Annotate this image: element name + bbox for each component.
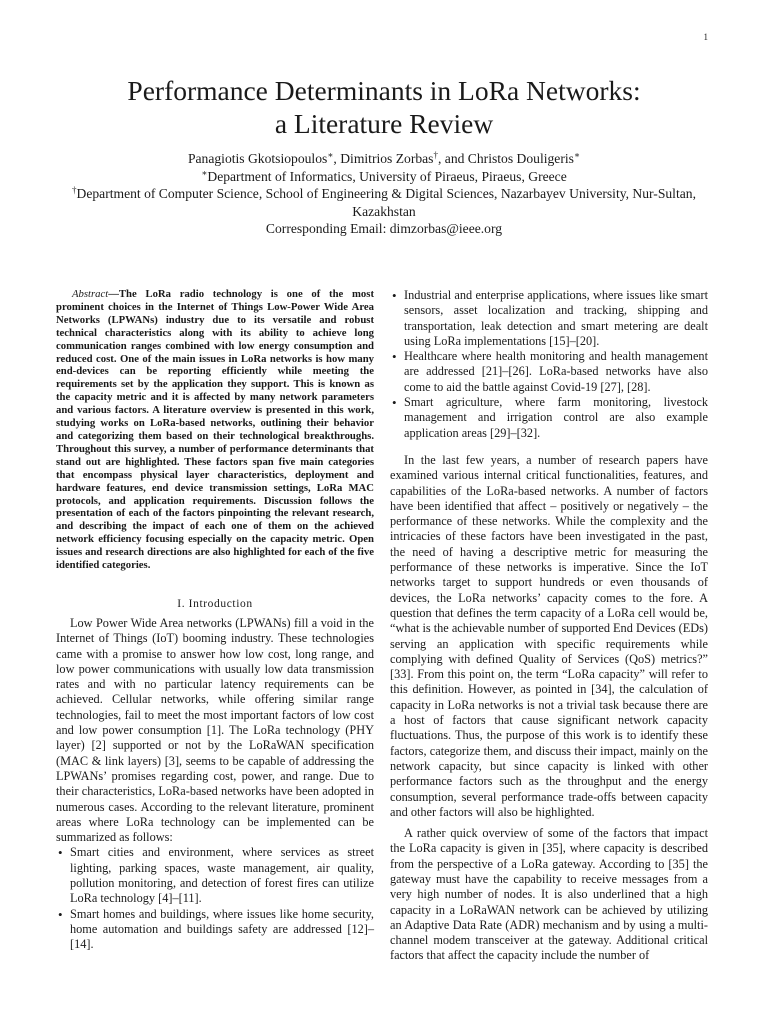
affiliation-2-continued: Kazakhstan bbox=[352, 203, 416, 219]
abstract-label: Abstract bbox=[72, 288, 109, 300]
author-1: Panagiotis Gkotsiopoulos bbox=[187, 151, 328, 166]
application-list-right bbox=[390, 288, 708, 441]
list-item: • Healthcare where health monitoring and health management are addressed [21]–[26]. LoRa-based networks have also come to aid the battle against Covid-19 [27], [28]. bbox=[404, 349, 708, 395]
intro-paragraph-2: In the last few years, a number of research papers have examined various internal critical functionalities, features, and capabilities of the LoRa-based networks. A number of factors have been identified that affect – positively or negatively – the performance of these networks. While the complexity and the intricacies of these factors have been investigated in the past, the need of having a descriptive metric for measuring the performance of these networks is imperative. Since the IoT networks target to support hundreds or even thousands of devices, the LoRa networks’ capacity comes to the fore. A question that defines the term capacity of a LoRa cell would be, “what is the achievable number of supported End Devices (EDs) serving an application with specific requirements while complying with defined Quality of Services (QoS) metrics?” [33]. From this point on, the term “LoRa capacity” will refer to this definition. However, as pointed in [34], the calculation of capacity in LoRa networks is not a trivial task because there are a host of factors that cause significant network capacity fluctuations. Thus, the purpose of this work is to identify these factors, categorize them, and discuss their impact, mainly on the network capacity, but since capacity is linked with other performance factors such as the throughput and the energy consumption, several performance trade-offs between capacity and other factors will also be highlighted. bbox=[390, 452, 708, 819]
list-item: • Industrial and enterprise applications, where issues like smart sensors, asset localization and tracking, shipping and transportation, leak detection and smart metering are dealt using LoRa implementations [15]–[20]. bbox=[404, 288, 708, 349]
paper-title-line-2: a Literature Review bbox=[274, 108, 494, 139]
section-heading-introduction: I. Introduction bbox=[177, 597, 253, 610]
list-item: • Smart agriculture, where farm monitoring, livestock management and irrigation control are also example application areas [29]–[32]. bbox=[404, 395, 708, 441]
abstract bbox=[56, 288, 374, 572]
paper-title-line-1: Performance Determinants in LoRa Networks: bbox=[127, 75, 641, 106]
intro-paragraph-3: A rather quick overview of some of the factors that impact the LoRa capacity is given in [35], where capacity is described from the perspective of a LoRa gateway. According to [35] the gateway must have the capability to receive messages from a very high number of nodes. It is also underlined that a high capacity in a LoRaWAN network can be achieved by utilizing an Adaptive Data Rate (ADR) mechanism and by using a multi-channel modem transceiver at the gateway. Additional critical factors that affect the capacity include the number of bbox=[390, 826, 708, 963]
list-item: • Smart cities and environment, where services as street lighting, parking spaces, waste management, air quality, pollution monitoring, and detection of forest fires can utilize LoRa technology [4]–[11]. bbox=[70, 845, 374, 906]
right-column bbox=[390, 288, 708, 964]
affiliation-1 bbox=[50, 168, 718, 186]
author-block bbox=[50, 150, 718, 238]
list-item: • Smart homes and buildings, where issues like home security, home automation and buildings safety are addressed [12]–[14]. bbox=[70, 907, 374, 953]
author-2-mark: † bbox=[433, 150, 438, 160]
author-1-mark: ∗ bbox=[327, 150, 334, 160]
author-2: , Dimitrios Zorbas bbox=[333, 151, 434, 166]
affiliation-2-mark: † bbox=[72, 185, 77, 195]
author-3-mark: ∗ bbox=[573, 150, 581, 160]
abstract-body: —The LoRa radio technology is one of the most prominent choices in the Internet of Things Low-Power Wide Area Networks (LPWANs) industry due to its versatile and robust technical characteristics along with its ability to achieve long communication ranges combined with low energy consumption and reduced cost. One of the main issues in LoRa networks is how many end-devices can be reporting efficiently while meeting the requirements set by the application they support. This is known as the capacity metric and it is affected by many network parameters and various factors. A literature overview is presented in this work, studying works on LoRa-based networks, outlining their behavior and categorizing them based on their technological breakthroughs. Throughout this survey, a number of performance determinants that stand out are highlighted. These factors span five main categories that encompass physical layer characteristics, deployment and hardware features, end device transmission settings, LoRa MAC protocols, and application requirements. Discussion follows the presentation of each of the factors pinpointing the relevant research, and describing the impact of each one of them on the achieved network efficiency focusing especially on the capacity metric. Open issues and research directions are also highlighted for each of the five identified categories. bbox=[56, 288, 374, 572]
page-number: 1 bbox=[703, 32, 708, 42]
application-list-left bbox=[56, 845, 374, 952]
affiliation-1-text: Department of Informatics, University of Piraeus, Piraeus, Greece bbox=[207, 168, 567, 184]
left-column bbox=[56, 288, 374, 952]
author-list bbox=[50, 150, 718, 168]
corresponding-email: Corresponding Email: dimzorbas@ieee.org bbox=[265, 221, 503, 236]
author-3: , and Christos Douligeris bbox=[437, 151, 574, 166]
affiliation-1-mark: ∗ bbox=[201, 167, 208, 178]
affiliation-2 bbox=[50, 185, 718, 203]
paper-title bbox=[40, 74, 728, 140]
affiliation-2-text: Department of Computer Science, School of Engineering & Digital Sciences, Nazarbayev University, Nur-Sultan, bbox=[76, 186, 696, 201]
intro-paragraph-1: Low Power Wide Area networks (LPWANs) fill a void in the Internet of Things (IoT) booming industry. These technologies came with a promise to answer how low cost, long range, and low power communications with usually low data transmission rates and with no particular latency requirements can be achieved. Cellular networks, while offering similar range technologies, fail to meet the most important factors of low cost and low power consumption [1]. The LoRa technology (PHY layer) [2] supported or not by the LoRaWAN specification (MAC & link layers) [3], seems to be capable of addressing the LPWANs’ promises regarding cost, power, and range. Due to their characteristics, LoRa-based networks have been adopted in numerous cases. According to the relevant literature, prominent areas where LoRa technology can be implemented can be summarized as follows: bbox=[56, 615, 374, 845]
